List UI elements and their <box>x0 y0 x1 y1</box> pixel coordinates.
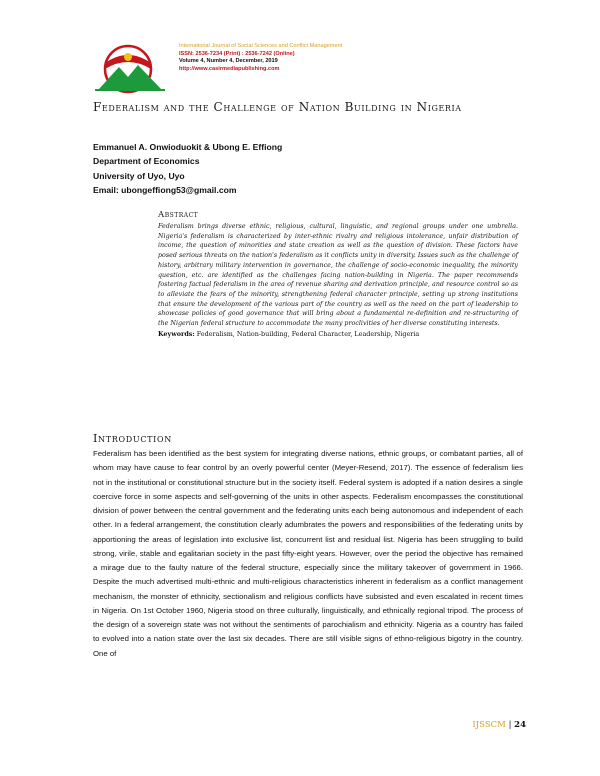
keywords-list: Federalism, Nation-building, Federal Character, Leadership, Nigeria <box>194 329 420 338</box>
author-university: University of Uyo, Uyo <box>93 170 185 181</box>
author-names: Emmanuel A. Onwioduokit & Ubong E. Effiong <box>93 142 283 152</box>
keywords-label: Keywords: <box>158 329 195 338</box>
journal-volume: Volume 4, Number 4, December, 2019 <box>179 58 278 65</box>
author-email: Email: ubongeffiong53@gmail.com <box>93 184 237 195</box>
journal-info <box>179 43 509 74</box>
journal-issn: ISSN: 2536-7234 (Print) : 2536-7242 (Online) <box>179 50 295 57</box>
keywords <box>158 330 518 339</box>
journal-name: International Journal of Social Sciences and Conflict Management <box>179 43 343 49</box>
page-number: 24 <box>514 720 526 730</box>
footer-separator: | <box>505 720 515 730</box>
abstract-section <box>158 210 518 339</box>
article-title: Federalism and the Challenge of Nation Building in Nigeria <box>93 100 462 114</box>
introduction-section <box>93 432 523 661</box>
journal-header <box>95 43 515 95</box>
page-footer <box>460 720 526 730</box>
abstract-heading: Abstract <box>158 210 199 220</box>
journal-url-link[interactable]: http://www.casirmediapublishing.com <box>179 66 280 73</box>
author-block <box>93 140 513 197</box>
introduction-heading: Introduction <box>93 432 172 445</box>
footer-journal-code: IJSSCM <box>472 720 506 730</box>
author-department: Department of Economics <box>93 156 200 167</box>
abstract-body: Federalism brings diverse ethnic, religious, cultural, linguistic, and regional groups under one umbrella. Nigeria's federalism is characterized by inter-ethnic rivalry and religious intolerance, unfair distribution of income, the question of minorities and state creation as well as the question of division. These factors have posed serious threats on the nation's federalism as it conflicts unity in diversity. Issues such as the challenge of history, arbitrary military intervention in governance, the challenge of socio-economic inequality, the minority question, etc. are identified as the challenges facing nation-building in Nigeria. The paper recommends fostering factual federalism in the area of revenue sharing and derivation principle, and resource control so as to alleviate the fears of the minority, strengthening federal character principle, setting up strong institutions that ensure the development of the various part of the country as well as the need on the part of leadership to showcase policies of good governance that will bring about a fundamental re-definition and re-structuring of the Nigerian federal structure to accommodate the many proclivities of her diverse constituting interests. <box>158 223 518 328</box>
introduction-body: Federalism has been identified as the best system for integrating diverse nations, ethnic groups, or combatant parties, all of whom may have cause to fear control by an overly powerful center (Meyer-Resend, 2017). The essence of federalism lies not in the institutional or constitutional structure but in the society itself. Federal system is adopted if a nation desires a single coercive force in some aspects and self-governing of the units in other aspects. Federalism encompasses the constitutional division of power between the central government and the federating units each being autonomous and independent of each other. In a federal arrangement, the constitution clearly adumbrates the powers and responsibilities of the federating units by apportioning the areas of legislation into exclusive list, concurrent list and residual list. Nigeria has been struggling to build strong, virile, stable and egalitarian society in the past fifty-eight years. However, over the period the objective has remained a mirage due to the faulty nature of the federal structure, especially since the military takeover of government in 1966. Despite the much advertised multi-ethnic and multi-religious characteristics inherent in federalism as a conflict management mechanism, the monster of ethnicity, sectionalism and religious conflicts have subsisted and even escalated in recent times in Nigeria. On 1st October 1960, Nigeria stood on three culturally, linguistically, and ethnically regional tripod. The process of the design of a sovereign state was not without the sentiments of parochialism and ethnicity. Nigeria as a country has failed to evolved into a nation state over the last six decades. There are still visible signs of ethno-religious bigotry in the country. One of <box>93 449 523 658</box>
journal-logo <box>95 43 167 95</box>
